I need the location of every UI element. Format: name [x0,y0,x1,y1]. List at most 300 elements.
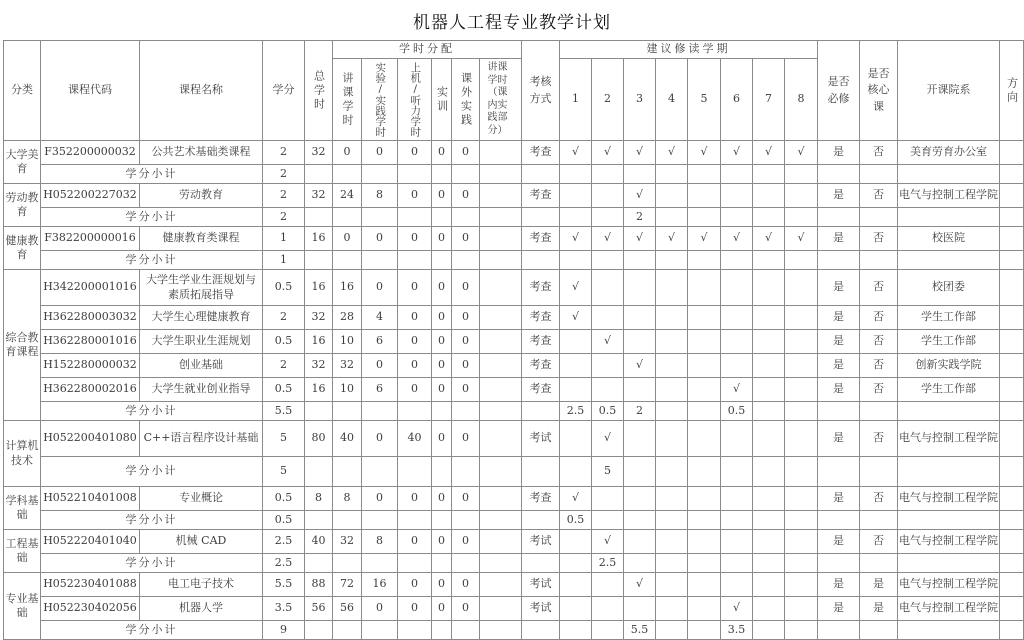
direction-cell [1000,421,1024,457]
subtotal-semester-cell [656,621,688,640]
semester-mark-cell [785,421,818,457]
empty-cell [452,621,480,640]
department-cell: 电气与控制工程学院 [898,530,1000,554]
hours-cell: 0 [452,141,480,165]
empty-cell [1000,621,1024,640]
subtotal-semester-cell [656,208,688,227]
empty-cell [305,554,333,573]
semester-mark-cell: √ [721,141,753,165]
hours-cell: 40 [333,421,362,457]
course-row [4,306,1024,330]
empty-cell [522,402,560,421]
hours-cell [480,530,522,554]
subtotal-semester-cell [785,457,818,487]
empty-cell [452,554,480,573]
direction-cell [1000,354,1024,378]
semester-mark-cell [592,184,624,208]
course-name-cell: 专业概论 [140,487,263,511]
credits-cell: 0.5 [263,487,305,511]
semester-mark-cell: √ [592,330,624,354]
col-header-total-hours [305,41,333,141]
semester-mark-cell [785,270,818,306]
core-cell: 否 [860,530,898,554]
semester-mark-cell [753,573,785,597]
department-cell: 电气与控制工程学院 [898,487,1000,511]
subtotal-semester-cell [753,165,785,184]
hours-cell: 0 [398,306,432,330]
empty-cell [1000,251,1024,270]
subtotal-semester-cell [721,511,753,530]
empty-cell [480,402,522,421]
hours-cell: 0 [333,227,362,251]
course-code-cell: H052230401088 [41,573,140,597]
subtotal-semester-cell [785,165,818,184]
subtotal-credits-cell: 2 [263,208,305,227]
course-code-cell: F352200000032 [41,141,140,165]
hours-cell: 4 [362,306,398,330]
hours-cell: 0 [432,306,452,330]
category-cell: 大学美育 [4,141,41,184]
course-row [4,378,1024,402]
subtotal-semester-cell: 2.5 [592,554,624,573]
col-header-semester-8: 8 [785,59,818,141]
hours-cell: 0 [398,573,432,597]
semester-mark-cell: √ [560,306,592,330]
hours-cell: 0 [452,421,480,457]
core-cell: 否 [860,421,898,457]
semester-mark-cell [656,184,688,208]
category-cell: 学科基础 [4,487,41,530]
semester-mark-cell [785,354,818,378]
subtotal-semester-cell [721,554,753,573]
empty-cell [898,251,1000,270]
semester-mark-cell: √ [688,227,721,251]
hours-cell: 10 [333,378,362,402]
empty-cell [333,511,362,530]
subtotal-credits-cell: 2.5 [263,554,305,573]
subtotal-semester-cell [753,511,785,530]
semester-mark-cell [560,530,592,554]
semester-mark-cell: √ [592,530,624,554]
direction-cell [1000,330,1024,354]
empty-cell [362,457,398,487]
semester-mark-cell [624,530,656,554]
empty-cell [333,165,362,184]
table-body [4,141,1024,640]
subtotal-semester-cell: 2.5 [560,402,592,421]
hours-cell: 0 [398,378,432,402]
semester-mark-cell [753,487,785,511]
col-header-training-hours [432,59,452,141]
hours-cell: 0 [398,597,432,621]
assessment-cell: 考试 [522,421,560,457]
subtotal-row [4,621,1024,640]
empty-cell [898,402,1000,421]
col-header-experiment-hours [362,59,398,141]
hours-cell: 0 [398,141,432,165]
credits-cell: 2 [263,184,305,208]
semester-mark-cell: √ [592,421,624,457]
semester-mark-cell [688,530,721,554]
subtotal-semester-cell [592,621,624,640]
semester-mark-cell [688,270,721,306]
hours-cell [480,227,522,251]
hours-cell [480,597,522,621]
hours-cell: 8 [362,184,398,208]
empty-cell [305,457,333,487]
subtotal-semester-cell [656,511,688,530]
total-hours-cell: 40 [305,530,333,554]
credits-cell: 1 [263,227,305,251]
subtotal-semester-cell [688,554,721,573]
subtotal-semester-cell [753,554,785,573]
col-header-extracurricular-hours [452,59,480,141]
semester-mark-cell [721,530,753,554]
subtotal-semester-cell [785,208,818,227]
department-cell: 学生工作部 [898,378,1000,402]
subtotal-semester-cell [688,208,721,227]
semester-mark-cell [656,487,688,511]
empty-cell [860,554,898,573]
semester-mark-cell [624,421,656,457]
subtotal-credits-cell: 5.5 [263,402,305,421]
core-label: 是否核心课 [867,66,890,113]
semester-mark-cell [785,487,818,511]
required-cell: 是 [818,421,860,457]
empty-cell [1000,511,1024,530]
hours-cell [480,141,522,165]
subtotal-credits-cell: 0.5 [263,511,305,530]
assessment-cell: 考试 [522,597,560,621]
semester-mark-cell: √ [624,573,656,597]
assessment-cell: 考查 [522,184,560,208]
assessment-cell: 考查 [522,270,560,306]
semester-mark-cell: √ [592,227,624,251]
required-cell: 是 [818,270,860,306]
semester-mark-cell [624,270,656,306]
empty-cell [432,208,452,227]
total-hours-cell: 32 [305,354,333,378]
hours-cell: 0 [362,487,398,511]
semester-mark-cell [688,378,721,402]
course-name-cell: C++语言程序设计基础 [140,421,263,457]
semester-mark-cell [785,306,818,330]
semester-mark-cell [721,573,753,597]
semester-mark-cell [721,270,753,306]
direction-cell [1000,573,1024,597]
subtotal-semester-cell: 0.5 [592,402,624,421]
hours-cell: 8 [333,487,362,511]
semester-mark-cell [721,330,753,354]
required-cell: 是 [818,487,860,511]
empty-cell [333,402,362,421]
subtotal-semester-cell [656,554,688,573]
hours-cell: 0 [398,184,432,208]
subtotal-credits-cell: 1 [263,251,305,270]
required-cell: 是 [818,354,860,378]
semester-mark-cell [656,421,688,457]
subtotal-semester-cell: 0.5 [721,402,753,421]
subtotal-semester-cell [560,208,592,227]
subtotal-row [4,165,1024,184]
hours-cell: 0 [398,227,432,251]
empty-cell [1000,165,1024,184]
hours-cell: 0 [452,306,480,330]
empty-cell [522,165,560,184]
hours-cell: 0 [362,597,398,621]
semester-mark-cell [785,378,818,402]
assessment-cell: 考查 [522,487,560,511]
direction-cell [1000,597,1024,621]
semester-mark-cell [592,306,624,330]
empty-cell [818,402,860,421]
semester-mark-cell [592,487,624,511]
empty-cell [362,511,398,530]
col-header-assessment [522,41,560,141]
total-hours-cell: 32 [305,306,333,330]
credits-cell: 2 [263,306,305,330]
credits-cell: 5.5 [263,573,305,597]
course-row [4,487,1024,511]
subtotal-semester-cell [592,251,624,270]
empty-cell [362,621,398,640]
total-hours-cell: 16 [305,378,333,402]
subtotal-credits-cell: 2 [263,165,305,184]
col-header-required [818,41,860,141]
empty-cell [305,402,333,421]
course-name-cell: 电工电子技术 [140,573,263,597]
semester-mark-cell: √ [688,141,721,165]
subtotal-semester-cell [785,511,818,530]
subtotal-label-cell: 学分小计 [41,402,263,421]
empty-cell [333,554,362,573]
empty-cell [522,554,560,573]
hours-cell [480,330,522,354]
course-code-cell: H362280003032 [41,306,140,330]
semester-mark-cell [688,354,721,378]
semester-mark-cell [753,421,785,457]
hours-cell: 0 [398,530,432,554]
subtotal-semester-cell: 2 [624,402,656,421]
subtotal-semester-cell [592,165,624,184]
lecture-hours-vertical-label: 讲课学时 [341,71,355,128]
direction-cell [1000,306,1024,330]
empty-cell [305,208,333,227]
hours-cell: 0 [432,184,452,208]
col-header-category: 分类 [4,41,41,141]
col-header-hours-group: 学时分配 [333,41,522,59]
core-cell: 否 [860,378,898,402]
empty-cell [333,457,362,487]
empty-cell [480,554,522,573]
course-row [4,330,1024,354]
core-cell: 否 [860,306,898,330]
semester-mark-cell [656,354,688,378]
hours-cell: 0 [432,141,452,165]
subtotal-semester-cell [785,251,818,270]
semester-mark-cell [785,597,818,621]
category-cell: 计算机技术 [4,421,41,487]
hours-cell: 56 [333,597,362,621]
course-name-cell: 机器人学 [140,597,263,621]
course-row [4,184,1024,208]
empty-cell [452,511,480,530]
hours-cell [480,378,522,402]
hours-cell: 0 [432,487,452,511]
course-code-cell: F382200000016 [41,227,140,251]
semester-mark-cell [688,487,721,511]
hours-cell: 0 [398,487,432,511]
course-code-cell: H342200001016 [41,270,140,306]
empty-cell [398,402,432,421]
semester-mark-cell [688,330,721,354]
empty-cell [860,165,898,184]
direction-cell [1000,270,1024,306]
semester-mark-cell [688,597,721,621]
semester-mark-cell [688,184,721,208]
semester-mark-cell [753,270,785,306]
computer-hours-vertical-label: 上机/听力学时 [409,62,422,137]
credits-cell: 5 [263,421,305,457]
course-name-cell: 大学生学业生涯规划与素质拓展指导 [140,270,263,306]
col-header-name: 课程名称 [140,41,263,141]
semester-mark-cell [753,184,785,208]
category-cell: 综合教育课程 [4,270,41,421]
col-header-lecture-practice-hours [480,59,522,141]
semester-mark-cell: √ [624,354,656,378]
empty-cell [398,621,432,640]
semester-mark-cell: √ [656,227,688,251]
subtotal-label-cell: 学分小计 [41,457,263,487]
semester-mark-cell [688,421,721,457]
total-hours-cell: 16 [305,227,333,251]
semester-mark-cell: √ [624,184,656,208]
total-hours-vertical-label: 总学时 [312,69,326,112]
required-cell: 是 [818,330,860,354]
semester-mark-cell [785,184,818,208]
semester-mark-cell [624,306,656,330]
semester-mark-cell [753,597,785,621]
subtotal-semester-cell [785,621,818,640]
total-hours-cell: 8 [305,487,333,511]
hours-cell: 0 [452,330,480,354]
subtotal-semester-cell [753,457,785,487]
subtotal-semester-cell [624,251,656,270]
hours-cell: 0 [432,378,452,402]
empty-cell [398,165,432,184]
empty-cell [898,457,1000,487]
empty-cell [432,554,452,573]
semester-mark-cell [753,354,785,378]
hours-cell: 32 [333,354,362,378]
col-header-semester-6: 6 [721,59,753,141]
core-cell: 否 [860,354,898,378]
assessment-cell: 考查 [522,354,560,378]
empty-cell [480,208,522,227]
course-name-cell: 创业基础 [140,354,263,378]
empty-cell [305,621,333,640]
subtotal-semester-cell [688,165,721,184]
empty-cell [480,457,522,487]
hours-cell: 6 [362,330,398,354]
subtotal-label-cell: 学分小计 [41,554,263,573]
assessment-cell: 考查 [522,227,560,251]
semester-mark-cell [592,597,624,621]
semester-mark-cell [592,354,624,378]
semester-mark-cell [656,597,688,621]
semester-mark-cell [656,306,688,330]
empty-cell [362,554,398,573]
empty-cell [1000,402,1024,421]
core-cell: 否 [860,141,898,165]
hours-cell [480,573,522,597]
core-cell: 是 [860,573,898,597]
empty-cell [452,208,480,227]
semester-mark-cell [753,330,785,354]
hours-cell: 6 [362,378,398,402]
subtotal-row [4,457,1024,487]
subtotal-label-cell: 学分小计 [41,251,263,270]
assessment-cell: 考查 [522,141,560,165]
empty-cell [398,554,432,573]
hours-cell: 0 [362,227,398,251]
hours-cell: 0 [452,184,480,208]
subtotal-semester-cell [624,511,656,530]
col-header-department: 开课院系 [898,41,1000,141]
semester-mark-cell: √ [624,141,656,165]
empty-cell [522,621,560,640]
empty-cell [522,511,560,530]
empty-cell [1000,554,1024,573]
hours-cell: 10 [333,330,362,354]
subtotal-row [4,251,1024,270]
credits-cell: 0.5 [263,330,305,354]
subtotal-semester-cell [624,554,656,573]
semester-mark-cell: √ [560,227,592,251]
course-row [4,227,1024,251]
subtotal-semester-cell [753,402,785,421]
semester-mark-cell [560,184,592,208]
direction-cell [1000,487,1024,511]
category-cell: 健康教育 [4,227,41,270]
col-header-semester-7: 7 [753,59,785,141]
hours-cell: 0 [362,421,398,457]
semester-mark-cell [721,306,753,330]
course-code-cell: H052200227032 [41,184,140,208]
subtotal-semester-cell [624,457,656,487]
empty-cell [333,208,362,227]
hours-cell: 0 [432,530,452,554]
department-cell: 电气与控制工程学院 [898,421,1000,457]
semester-mark-cell [560,354,592,378]
subtotal-semester-cell [721,208,753,227]
semester-mark-cell [560,573,592,597]
empty-cell [362,251,398,270]
subtotal-label-cell: 学分小计 [41,621,263,640]
hours-cell: 0 [398,330,432,354]
hours-cell [480,306,522,330]
empty-cell [898,208,1000,227]
hours-cell: 0 [452,597,480,621]
empty-cell [452,251,480,270]
hours-cell: 0 [432,330,452,354]
semester-mark-cell [656,270,688,306]
header-group-row [4,41,1024,59]
subtotal-semester-cell [785,554,818,573]
empty-cell [362,402,398,421]
direction-cell [1000,184,1024,208]
hours-cell: 0 [432,597,452,621]
